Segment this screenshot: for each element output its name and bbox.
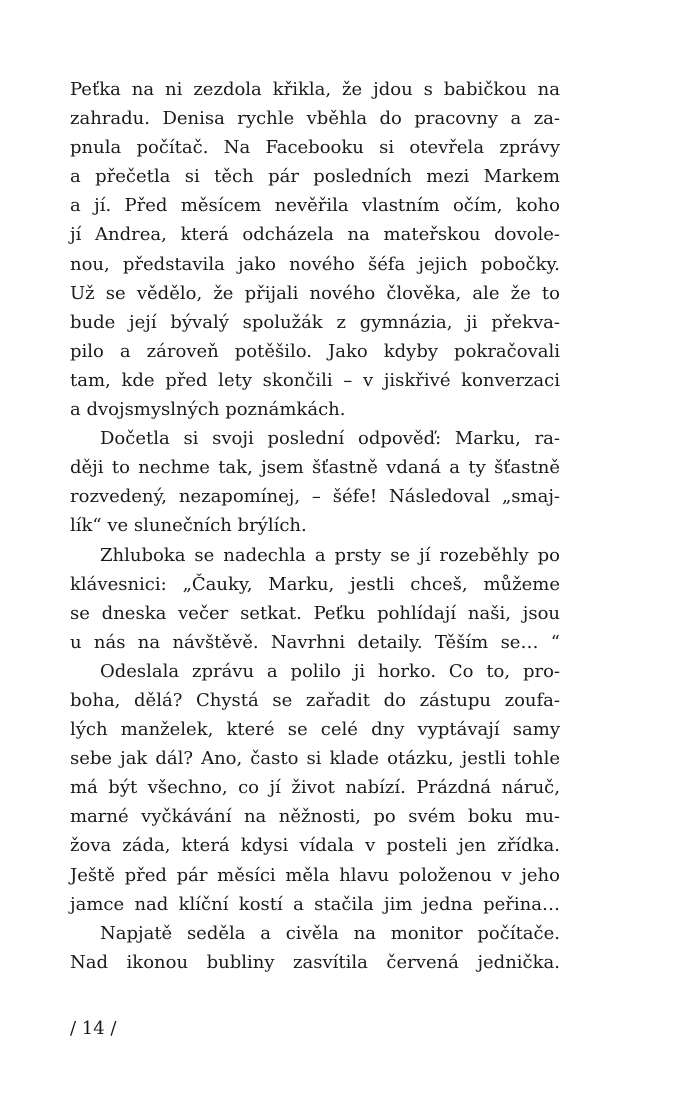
page-number: / 14 / — [70, 1018, 117, 1039]
paragraph-first-line: Dočetla si svoji poslední odpověď: Marku, ra- — [100, 428, 560, 450]
text-line: u nás na návštěvě. Navrhni detaily. Těším se… “ — [70, 631, 560, 653]
paragraph-first-line: Napjatě seděla a civěla na monitor počítače. — [100, 922, 560, 944]
text-line: Ještě před pár měsíci měla hlavu položenou v jeho — [70, 864, 560, 886]
text-line: jamce nad klíční kostí a stačila jim jedna peřina… — [70, 893, 560, 915]
text-line: pilo a zároveň potěšilo. Jako kdyby pokračovali — [70, 340, 560, 362]
paragraph-first-line: Odeslala zprávu a polilo ji horko. Co to, pro- — [100, 660, 560, 682]
text-line: jí Andrea, která odcházela na mateřskou dovole- — [70, 224, 560, 246]
text-line: bude její bývalý spolužák z gymnázia, ji překva- — [70, 311, 560, 333]
text-line: zahradu. Denisa rychle vběhla do pracovny a za- — [70, 108, 560, 130]
text-line: pnula počítač. Na Facebooku si otevřela zprávy — [70, 137, 560, 159]
paragraph-first-line: Zhluboka se nadechla a prsty se jí rozeběhly po — [100, 544, 560, 566]
text-line: Peťka na ni zezdola křikla, že jdou s babičkou na — [70, 79, 560, 100]
text-line: sebe jak dál? Ano, často si klade otázku, jestli tohle — [70, 748, 560, 770]
text-line: Nad ikonou bubliny zasvítila červená jednička. — [70, 951, 560, 973]
text-line: boha, dělá? Chystá se zařadit do zástupu zoufa- — [70, 689, 560, 711]
text-line: má být všechno, co jí život nabízí. Prázdná náruč, — [70, 777, 560, 799]
text-line: tam, kde před lety skončili – v jiskřivé konverzaci — [70, 369, 560, 391]
text-line: se dneska večer setkat. Peťku pohlídají naši, jsou — [70, 602, 560, 624]
text-line: klávesnici: „Čauky, Marku, jestli chceš, můžeme — [70, 573, 560, 595]
text-line: a dvojsmyslných poznámkách. — [70, 399, 346, 421]
text-line: a přečetla si těch pár posledních mezi Markem — [70, 166, 560, 188]
text-line: lík“ ve slunečních brýlích. — [70, 515, 307, 537]
text-line: Už se vědělo, že přijali nového člověka, ale že to — [70, 282, 560, 304]
text-line: žova záda, která kdysi vídala v posteli jen zřídka. — [70, 835, 560, 857]
body-text — [70, 75, 560, 977]
text-line: nou, představila jako nového šéfa jejich pobočky. — [70, 253, 560, 275]
text-line: lých manželek, které se celé dny vyptávají samy — [70, 719, 560, 741]
text-line: a jí. Před měsícem nevěřila vlastním očím, koho — [70, 195, 560, 217]
text-line: marné vyčkávání na něžnosti, po svém boku mu- — [70, 806, 560, 828]
text-line: rozvedený, nezapomínej, – šéfe! Následoval „smaj- — [70, 486, 560, 508]
text-line: ději to nechme tak, jsem šťastně vdaná a ty šťastně — [70, 457, 560, 479]
